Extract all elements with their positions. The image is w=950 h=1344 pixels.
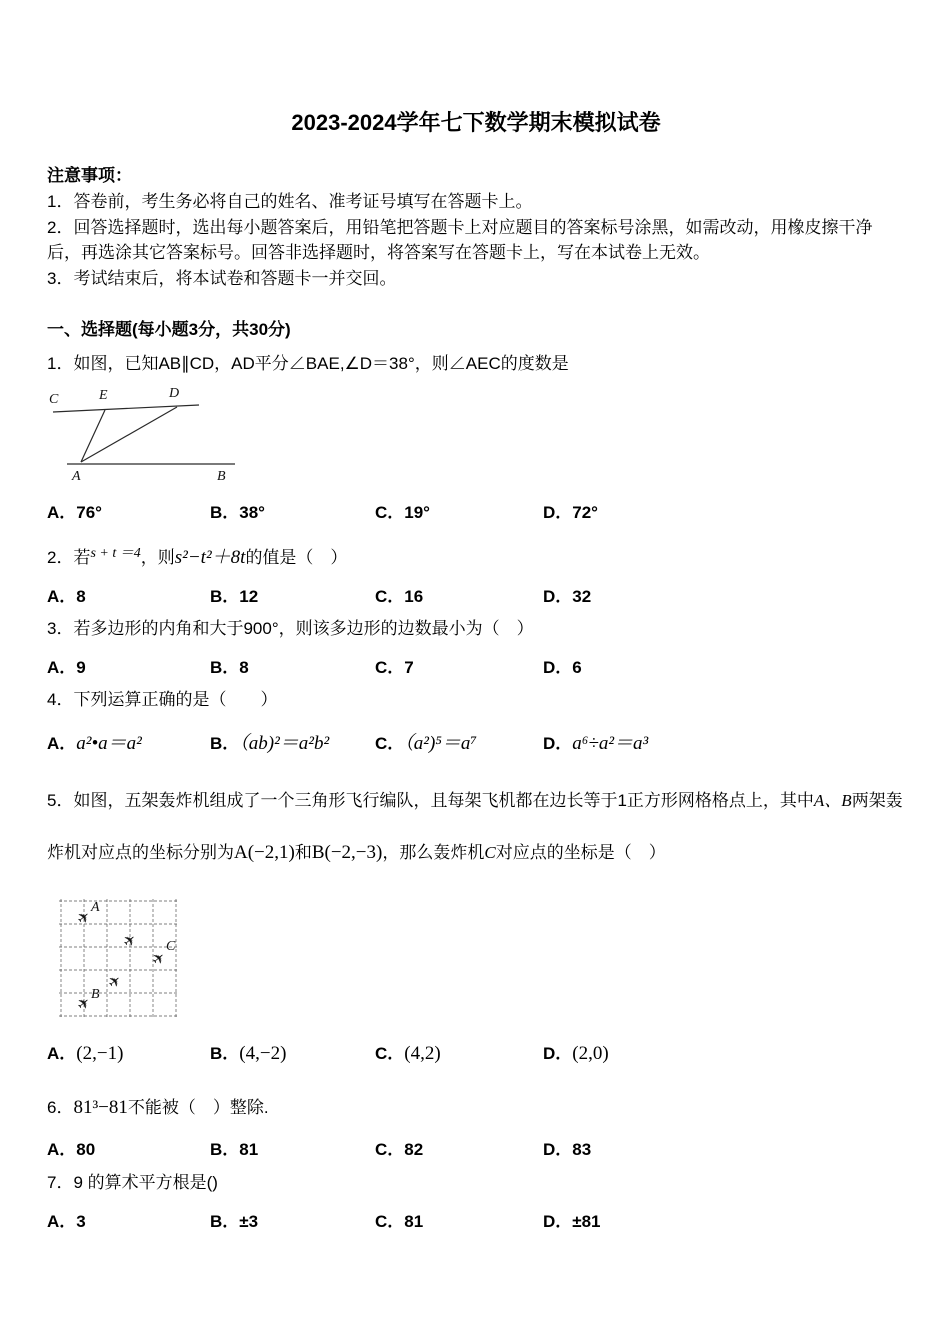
q1-option-a: A．76° — [47, 503, 102, 522]
question-1 — [47, 351, 905, 523]
q5-part-2: 两架轰炸机对应点的坐标分别为 — [47, 791, 903, 862]
q2-math-condition: s + t ＝4 — [90, 546, 141, 561]
line-cd — [53, 405, 199, 412]
question-4-options — [47, 728, 905, 755]
question-5-text — [47, 775, 905, 879]
question-7 — [47, 1170, 905, 1232]
option-value: a²•a＝a² — [76, 733, 142, 754]
option-label: A． — [47, 734, 77, 753]
question-7-text: 7．9 的算术平方根是() — [47, 1173, 218, 1192]
notice-heading: 注意事项： — [47, 166, 132, 185]
q7-option-c: C．81 — [375, 1212, 424, 1231]
q3-option-b: B．8 — [210, 658, 249, 677]
q5-option-c — [375, 1039, 543, 1065]
q6-option-c: C．82 — [375, 1140, 424, 1159]
q5-part-5: 对应点的坐标是（ ） — [495, 843, 666, 862]
vertex-label-c: C — [49, 392, 59, 407]
vertex-label-a: A — [72, 469, 81, 484]
q7-option-b: B．±3 — [210, 1212, 259, 1231]
plane-icon: ✈ — [73, 993, 95, 1015]
q6-option-a: A．80 — [47, 1140, 96, 1159]
q4-option-a — [47, 728, 210, 755]
option-label: D． — [543, 1044, 573, 1063]
option-label: C． — [375, 734, 405, 753]
segment-ae — [81, 410, 105, 462]
q6-suffix: 不能被（ ）整除. — [127, 1098, 269, 1117]
option-label: D． — [543, 734, 573, 753]
q2-option-d: D．32 — [543, 587, 592, 606]
question-4 — [47, 687, 905, 755]
question-6 — [47, 1093, 905, 1160]
question-6-options — [47, 1135, 905, 1160]
option-value: （a²)⁵＝a⁷ — [404, 733, 478, 754]
grid-label-c: C — [166, 939, 176, 954]
plane-icon: ✈ — [73, 907, 95, 929]
question-3-text: 3．若多边形的内角和大于900°，则该多边形的边数最小为（ ） — [47, 619, 534, 638]
figure-lines — [53, 405, 235, 464]
q5-part-1: 5．如图，五架轰炸机组成了一个三角形飞行编队，且每架飞机都在边长等于1正方形网格格点上，其中 — [47, 791, 814, 810]
question-5-options — [47, 1039, 905, 1065]
notice-section — [47, 163, 905, 291]
vertex-label-b: B — [217, 469, 226, 484]
option-label: C． — [375, 1044, 405, 1063]
question-1-options — [47, 498, 905, 523]
q5-part-4: ，那么轰炸机 — [382, 843, 485, 862]
geometry-figure-q1 — [47, 386, 262, 486]
question-3 — [47, 616, 905, 678]
q2-prefix: 2．若 — [47, 548, 91, 567]
grid-label-b: B — [91, 987, 100, 1002]
page-title: 2023-2024学年七下数学期末模拟试卷 — [291, 110, 661, 135]
notice-item-1: 1．答卷前，考生务必将自己的姓名、准考证号填写在答题卡上。 — [47, 192, 533, 211]
option-label: B． — [210, 1044, 240, 1063]
option-value: (2,0) — [572, 1043, 609, 1064]
vertex-label-e: E — [99, 388, 108, 403]
question-6-text — [47, 1093, 905, 1123]
q2-suffix: 的值是（ ） — [245, 548, 348, 567]
q2-mid: ，则 — [140, 548, 175, 567]
q2-option-c: C．16 — [375, 587, 424, 606]
q2-math-expression: s²−t²＋8t — [174, 547, 246, 568]
option-label: A． — [47, 1044, 77, 1063]
option-value: a⁶÷a²＝a³ — [572, 733, 649, 754]
option-label: B． — [210, 734, 240, 753]
q5-math-ab: A、B — [813, 791, 852, 810]
question-1-text: 1．如图，已知AB∥CD，AD平分∠BAE,∠D＝38°，则∠AEC的度数是 — [47, 354, 569, 373]
q5-option-b — [210, 1039, 375, 1065]
q4-option-c — [375, 728, 543, 755]
q2-option-a: A．8 — [47, 587, 86, 606]
q2-option-b: B．12 — [210, 587, 259, 606]
q1-option-c: C．19° — [375, 503, 430, 522]
plane-icon: ✈ — [148, 948, 170, 970]
question-7-options — [47, 1207, 905, 1232]
q7-option-a: A．3 — [47, 1212, 86, 1231]
q7-option-d: D．±81 — [543, 1212, 601, 1231]
q5-math-point-a: A(−2,1) — [234, 842, 295, 863]
question-3-options — [47, 653, 905, 678]
question-5 — [47, 775, 905, 1065]
q6-option-b: B．81 — [210, 1140, 259, 1159]
segment-ad — [81, 407, 177, 462]
question-2-options — [47, 582, 905, 607]
question-2-text — [47, 541, 905, 570]
q5-option-d — [543, 1039, 905, 1065]
q3-option-c: C．7 — [375, 658, 414, 677]
q1-option-b: B．38° — [210, 503, 265, 522]
option-value: (2,−1) — [76, 1043, 124, 1064]
q4-option-d — [543, 728, 905, 755]
option-value: (4,2) — [404, 1043, 441, 1064]
option-value: (4,−2) — [239, 1043, 287, 1064]
q5-math-c: C — [484, 843, 496, 862]
q5-part-3: 和 — [294, 843, 312, 862]
vertex-label-d: D — [169, 386, 180, 401]
q5-math-point-b: B(−2,−3) — [311, 842, 383, 863]
plane-icon: ✈ — [119, 930, 141, 952]
notice-item-2: 2．回答选择题时，选出每小题答案后，用铅笔把答题卡上对应题目的答案标号涂黑，如需改动，用橡皮擦干净后，再选涂其它答案标号。回答非选择题时，将答案写在答题卡上，写在本试卷上无效。 — [47, 218, 873, 262]
grid-figure-q5 — [53, 895, 203, 1023]
grid-label-a: A — [91, 900, 100, 915]
plane-icon: ✈ — [104, 971, 126, 993]
notice-item-3: 3．考试结束后，将本试卷和答题卡一并交回。 — [47, 269, 397, 288]
q1-option-d: D．72° — [543, 503, 598, 522]
option-value: （ab)²＝a²b² — [239, 733, 330, 754]
q6-prefix: 6． — [47, 1098, 74, 1117]
section-1-heading: 一、选择题(每小题3分，共30分) — [47, 320, 291, 339]
q3-option-a: A．9 — [47, 658, 86, 677]
question-4-text: 4．下列运算正确的是（ ） — [47, 690, 278, 709]
q6-math-expression: 81³−81 — [73, 1097, 128, 1118]
q5-option-a — [47, 1039, 210, 1065]
q4-option-b — [210, 728, 375, 755]
q6-option-d: D．83 — [543, 1140, 592, 1159]
q3-option-d: D．6 — [543, 658, 582, 677]
question-2 — [47, 541, 905, 607]
